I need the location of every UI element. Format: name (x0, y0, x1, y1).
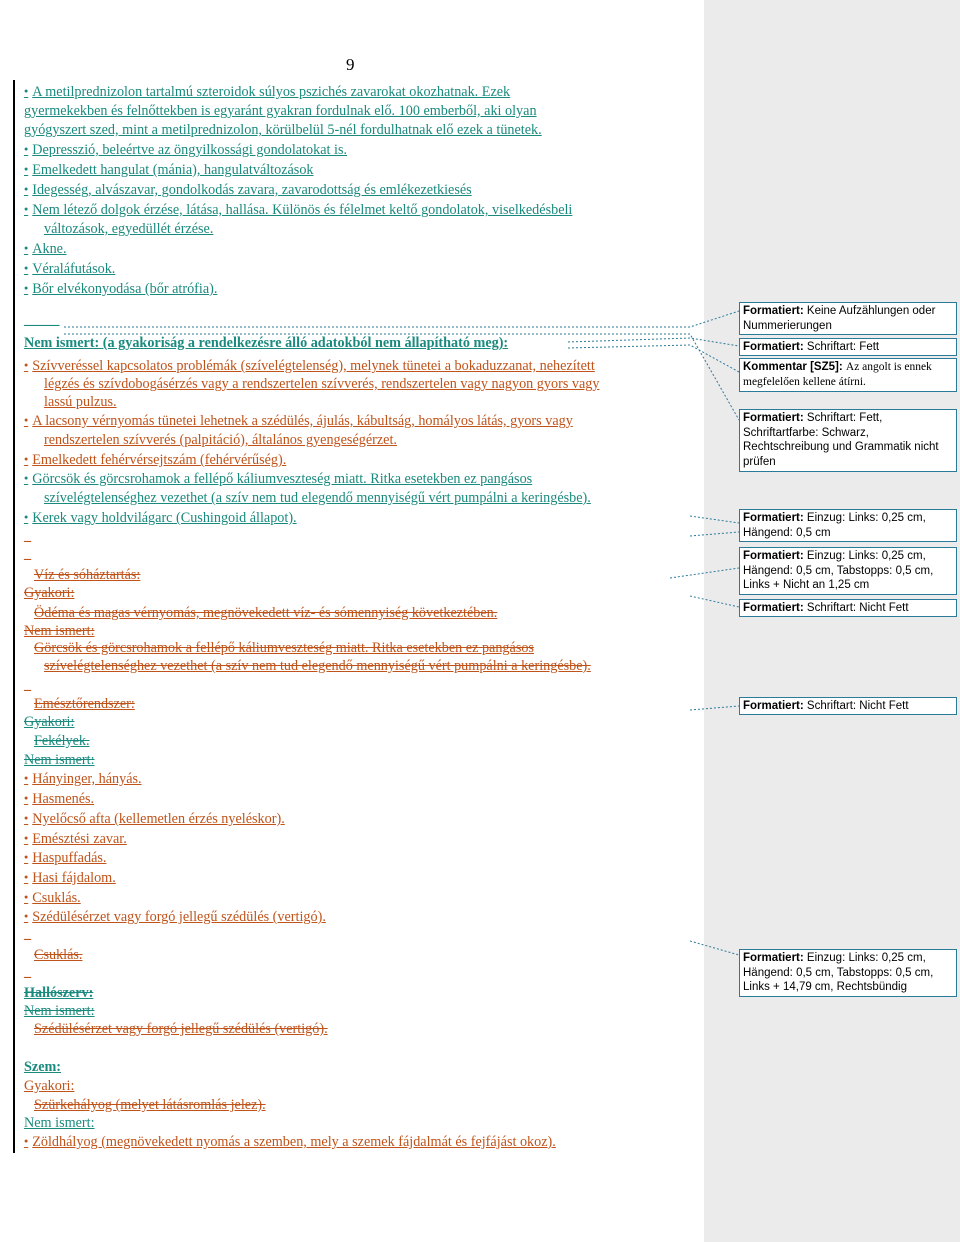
comment-format-6[interactable] (739, 599, 957, 617)
text-line: változások, egyedüllét érzése. (44, 221, 214, 237)
comment-key: Formatiert: (743, 550, 804, 562)
list-item: ● Akne. (24, 240, 67, 260)
struck-line: Ödéma és magas vérnyomás, megnövekedett víz- és sómennyiség következtében. (34, 605, 498, 621)
comment-format-3[interactable] (739, 409, 957, 472)
comment-text: Schriftart: Fett, Schriftartfarbe: Schwarz, Rechtschreibung und Grammatik nicht prüfen (743, 412, 939, 468)
comment-format-5[interactable] (739, 547, 957, 595)
list-item: ● Szívveréssel kapcsolatos problémák (szívelégtelenség), melynek tünetei a bokaduzzanat, nehezített (24, 357, 595, 377)
comment-key: Formatiert: (743, 700, 804, 712)
text-line: gyermekekben és felnőttekben is egyaránt gyakran fordulnak elő. 100 emberből, aki olyan (24, 103, 537, 119)
text-line: lassú pulzus. (44, 394, 117, 410)
list-item: ● A metilprednizolon tartalmú szteroidok súlyos pszichés zavarokat okozhatnak. Ezek (24, 83, 510, 103)
list-item: ● Csuklás. (24, 889, 81, 909)
struck-line: szívelégtelenséghez vezethet (a szív nem tud elegendő mennyiségű vért pumpálni a keringésbe). (44, 658, 591, 674)
comment-format-1[interactable] (739, 302, 957, 335)
dash-mark: _ (24, 677, 32, 693)
struck-line: Csuklás. (34, 947, 83, 963)
struck-line: Görcsök és görcsrohamok a fellépő káliumveszteség miatt. Ritka esetekben ez pangásos (34, 640, 534, 656)
list-item: ● Hányinger, hányás. (24, 770, 142, 790)
comment-format-4[interactable] (739, 509, 957, 542)
comment-key: Formatiert: (743, 952, 804, 964)
text-line: Gyakori: (24, 1078, 75, 1094)
comment-text: Einzug: Links: 0,25 cm, Hängend: 0,5 cm, Tabstopps: 0,5 cm, Links + 14,79 cm, Rechtsbündig (743, 952, 934, 993)
list-item: ● Hasmenés. (24, 790, 94, 810)
comment-text: Schriftart: Nicht Fett (806, 602, 909, 614)
comment-review[interactable] (739, 358, 957, 392)
struck-line: Nem ismert: (24, 623, 95, 639)
comment-key: Formatiert: (743, 341, 804, 353)
list-item: ● Bőr elvékonyodása (bőr atrófia). (24, 280, 217, 300)
text-line: rendszertelen szívverés (palpitáció), általános gyengeségérzet. (44, 432, 397, 448)
list-item: ● Haspuffadás. (24, 849, 106, 869)
comment-key: Formatiert: (743, 412, 804, 424)
page-number: 9 (346, 55, 355, 74)
list-item: ● A lacsony vérnyomás tünetei lehetnek a szédülés, ájulás, kábultság, homályos látás, gyors vagy (24, 412, 573, 432)
struck-line: Víz és sóháztartás: (34, 567, 141, 583)
struck-line: Emésztőrendszer: (34, 696, 135, 712)
struck-line: Nem ismert: (24, 1003, 95, 1019)
text-line: gyógyszert szed, mint a metilprednizolon, körülbelül 5-nél fordulhatnak elő ezek a tünetek. (24, 122, 542, 138)
comment-text: Az angolt is ennek megfelelően kellene átírni. (743, 361, 932, 388)
list-item: ● Idegesség, alvászavar, gondolkodás zavara, zavarodottság és emlékezetkiesés (24, 181, 472, 201)
struck-line: Szédülésérzet vagy forgó jellegű szédülés (vertigó). (34, 1021, 328, 1037)
text-line: Nem ismert: (24, 1115, 95, 1131)
struck-line: Szürkehályog (melyet látásromlás jelez). (34, 1097, 266, 1113)
section-heading: Nem ismert: (a gyakoriság a rendelkezésre álló adatokból nem állapítható meg): (24, 335, 509, 351)
struck-line: Gyakori: (24, 714, 75, 730)
comment-key: Formatiert: (743, 602, 804, 614)
comment-format-7[interactable] (739, 697, 957, 715)
dash-mark: _ (24, 546, 32, 562)
comment-format-2[interactable] (739, 338, 957, 356)
comment-text: Schriftart: Fett (806, 341, 880, 353)
comment-key: Formatiert: (743, 305, 804, 317)
list-item: ● Görcsök és görcsrohamok a fellépő káliumveszteség miatt. Ritka esetekben ez pangásos (24, 470, 532, 490)
dash-mark: _ (24, 528, 32, 544)
comment-key: Formatiert: (743, 512, 804, 524)
text-line: szívelégtelenséghez vezethet (a szív nem tud elegendő mennyiségű vért pumpálni a keringésbe). (44, 490, 591, 506)
comment-text: Einzug: Links: 0,25 cm, Hängend: 0,5 cm (743, 512, 926, 539)
comment-text: Keine Aufzählungen oder Nummerierungen (743, 305, 936, 332)
list-item: ● Emelkedett fehérvérsejtszám (fehérvérűség). (24, 451, 286, 471)
struck-line: Fekélyek. (34, 733, 90, 749)
struck-heading: Hallószerv: (24, 985, 94, 1001)
list-item: ● Zöldhályog (megnövekedett nyomás a szemben, mely a szemek fájdalmát és fejfájást okoz). (24, 1133, 556, 1153)
comment-key: Kommentar [SZ5]: (743, 361, 843, 373)
struck-line: Nem ismert: (24, 752, 95, 768)
dash-mark: _____ (24, 312, 60, 328)
comment-text: Schriftart: Nicht Fett (806, 700, 909, 712)
list-item: ● Nem létező dolgok érzése, látása, hallása. Különös és félelmet keltő gondolatok, viselkedésbeli (24, 201, 572, 221)
list-item: ● Emelkedett hangulat (mánia), hangulatváltozások (24, 161, 314, 181)
list-item: ● Véraláfutások. (24, 260, 115, 280)
list-item: ● Nyelőcső afta (kellemetlen érzés nyeléskor). (24, 810, 285, 830)
list-item: ● Depresszió, beleértve az öngyilkossági gondolatokat is. (24, 141, 347, 161)
text-line: légzés és szívdobogásérzés vagy a rendszertelen szívverés, rendszertelen vagy nagyon gyors vagy (44, 376, 600, 392)
list-item: ● Szédülésérzet vagy forgó jellegű szédülés (vertigó). (24, 908, 326, 928)
struck-line: Gyakori: (24, 585, 75, 601)
list-item: ● Emésztési zavar. (24, 830, 127, 850)
comment-format-8[interactable] (739, 949, 957, 997)
dash-mark: _ (24, 926, 32, 942)
comment-text: Einzug: Links: 0,25 cm, Hängend: 0,5 cm, Tabstopps: 0,5 cm, Links + Nicht an 1,25 cm (743, 550, 934, 591)
list-item: ● Hasi fájdalom. (24, 869, 116, 889)
list-item: ● Kerek vagy holdvilágarc (Cushingoid állapot). (24, 509, 297, 529)
section-heading: Szem: (24, 1059, 62, 1075)
